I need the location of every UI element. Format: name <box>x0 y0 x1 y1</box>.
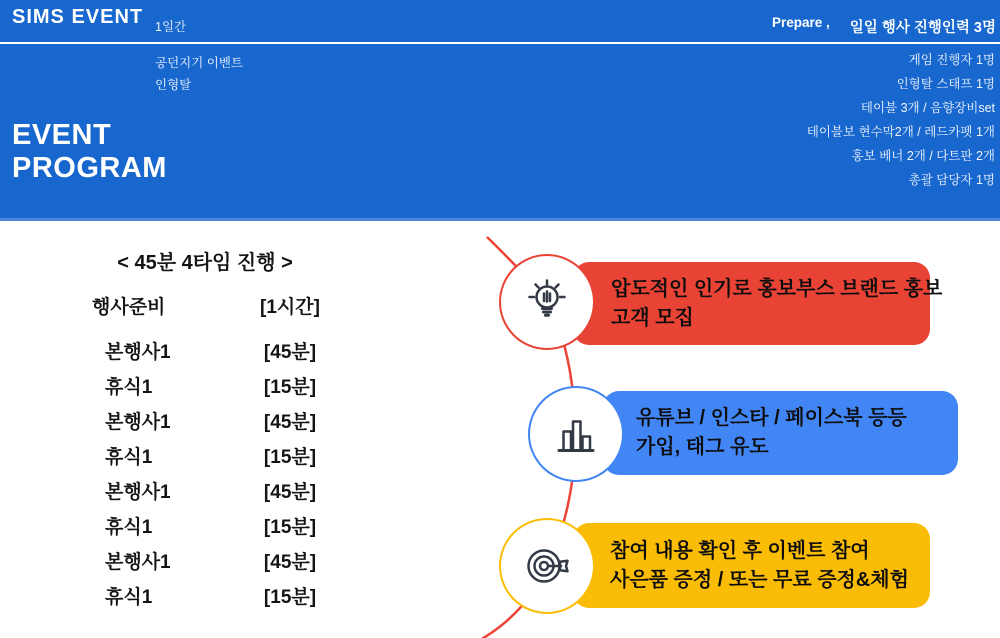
schedule-row-label: 휴식1 <box>105 517 153 538</box>
schedule-row-label: 휴식1 <box>105 377 153 398</box>
prepare-item: 홍보 베너 2개 / 다트판 2개 <box>851 149 995 163</box>
highlight-text-line: 사은품 증정 / 또는 무료 증정&체험 <box>610 568 909 591</box>
staff-total-label: 일일 행사 진행인력 3명 <box>849 20 996 36</box>
schedule-row-label: 본행사1 <box>105 342 171 363</box>
prepare-item: 게임 진행자 1명 <box>908 53 995 67</box>
prepare-label: Prepare , <box>772 15 830 30</box>
highlight-circle-yellow <box>499 518 595 614</box>
schedule-row-label: 본행사1 <box>105 552 171 573</box>
schedule-row-label: 본행사1 <box>105 482 171 503</box>
highlight-circle-blue <box>528 386 624 482</box>
schedule-row-time: [15분] <box>263 517 317 538</box>
schedule-row <box>60 552 350 574</box>
schedule-row <box>60 517 350 539</box>
bar-chart-icon <box>552 410 600 458</box>
prepare-item: 테이블보 현수막2개 / 레드카펫 1개 <box>806 125 995 139</box>
header-divider <box>0 42 1000 44</box>
schedule-title: < 45분 4타임 진행 > <box>117 252 293 274</box>
highlight-text-line: 고객 모집 <box>611 306 694 329</box>
schedule-row-label: 본행사1 <box>105 412 171 433</box>
schedule-row-label: 행사준비 <box>92 297 166 318</box>
schedule-row-label: 휴식1 <box>105 587 153 608</box>
schedule-row-time: [15분] <box>263 447 317 468</box>
page-title-line: PROGRAM <box>12 152 167 184</box>
highlight-text-line: 압도적인 인기로 홍보부스 브랜드 홍보 <box>611 277 943 300</box>
schedule-row-label: 휴식1 <box>105 447 153 468</box>
highlight-banner-blue <box>603 391 958 475</box>
schedule-row <box>60 482 350 504</box>
highlight-banner-yellow <box>573 523 930 608</box>
highlights-panel <box>480 221 1000 638</box>
schedule-row-time: [45분] <box>263 482 317 503</box>
schedule-row-time: [45분] <box>263 552 317 573</box>
lightbulb-icon <box>523 278 571 326</box>
highlight-text-line: 유튜브 / 인스타 / 페이스북 등등 <box>636 407 907 429</box>
highlight-banner-red <box>573 262 943 345</box>
schedule-row-time: [15분] <box>263 587 317 608</box>
schedule-row-time: [45분] <box>263 342 317 363</box>
schedule-row <box>60 587 350 609</box>
schedule-row-time: [45분] <box>263 412 317 433</box>
highlight-text-line: 가입, 태그 유도 <box>636 436 769 458</box>
target-icon <box>523 542 571 590</box>
event-type-item: 공던지기 이벤트 <box>155 56 243 70</box>
schedule-panel <box>60 246 350 609</box>
schedule-row <box>60 342 350 364</box>
schedule-row <box>60 297 350 319</box>
page-title-line: EVENT <box>12 119 112 151</box>
event-type-list <box>155 52 243 96</box>
prepare-item: 총괄 담당자 1명 <box>908 173 995 187</box>
header-banner <box>0 0 1000 221</box>
highlight-circle-red <box>499 254 595 350</box>
schedule-row <box>60 412 350 434</box>
event-type-item: 인형탈 <box>155 78 192 92</box>
schedule-row-time: [15분] <box>263 377 317 398</box>
schedule-row-time: [1시간] <box>260 297 320 318</box>
prepare-item: 테이블 3개 / 음향장비set <box>860 101 995 115</box>
event-duration-label: 1일간 <box>155 20 187 34</box>
schedule-rows <box>60 297 350 609</box>
schedule-row <box>60 447 350 469</box>
highlight-text-line: 참여 내용 확인 후 이벤트 참여 <box>610 539 870 562</box>
schedule-row <box>60 377 350 399</box>
prepare-item-list <box>807 48 995 192</box>
logo: SIMS EVENT <box>12 6 144 28</box>
prepare-item: 인형탈 스태프 1명 <box>896 77 995 91</box>
page-title <box>12 119 167 185</box>
